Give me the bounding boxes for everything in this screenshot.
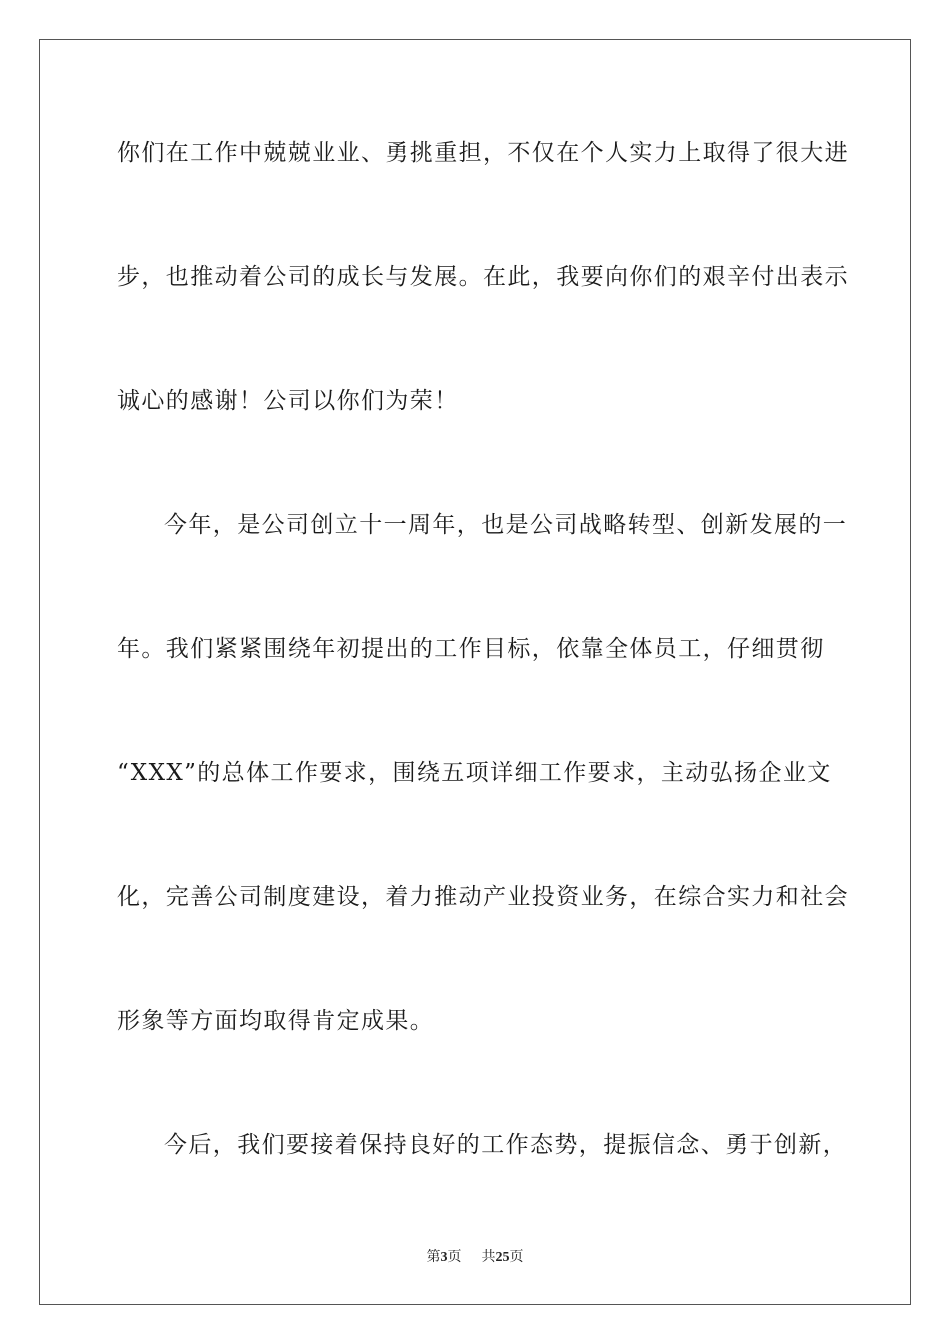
page-number: 3 — [440, 1250, 448, 1265]
page-frame — [39, 39, 911, 1305]
body-text-line-1: 你们在工作中兢兢业业、勇挑重担，不仅在个人实力上取得了很大进 — [117, 140, 849, 166]
total-suffix: 页 — [509, 1249, 524, 1265]
page-suffix: 页 — [447, 1249, 462, 1265]
body-text-line-8: 形象等方面均取得肯定成果。 — [117, 1008, 435, 1034]
page-footer — [0, 1247, 950, 1268]
body-text-line-5: 年。我们紧紧围绕年初提出的工作目标，依靠全体员工，仔细贯彻 — [117, 636, 825, 662]
body-text-line-6: “XXX”的总体工作要求，围绕五项详细工作要求，主动弘扬企业文 — [117, 760, 832, 786]
total-prefix: 共 — [481, 1249, 496, 1265]
body-text-line-2: 步，也推动着公司的成长与发展。在此，我要向你们的艰辛付出表示 — [117, 264, 849, 290]
body-text-line-7: 化，完善公司制度建设，着力推动产业投资业务，在综合实力和社会 — [117, 884, 849, 910]
total-pages: 25 — [495, 1250, 510, 1265]
paragraph-2-line-1: 今年，是公司创立十一周年，也是公司战略转型、创新发展的一 — [164, 512, 848, 538]
paragraph-3-line-1: 今后，我们要接着保持良好的工作态势，提振信念、勇于创新， — [164, 1132, 848, 1158]
page-prefix: 第 — [426, 1249, 441, 1265]
body-text-line-3: 诚心的感谢！公司以你们为荣！ — [117, 388, 459, 414]
